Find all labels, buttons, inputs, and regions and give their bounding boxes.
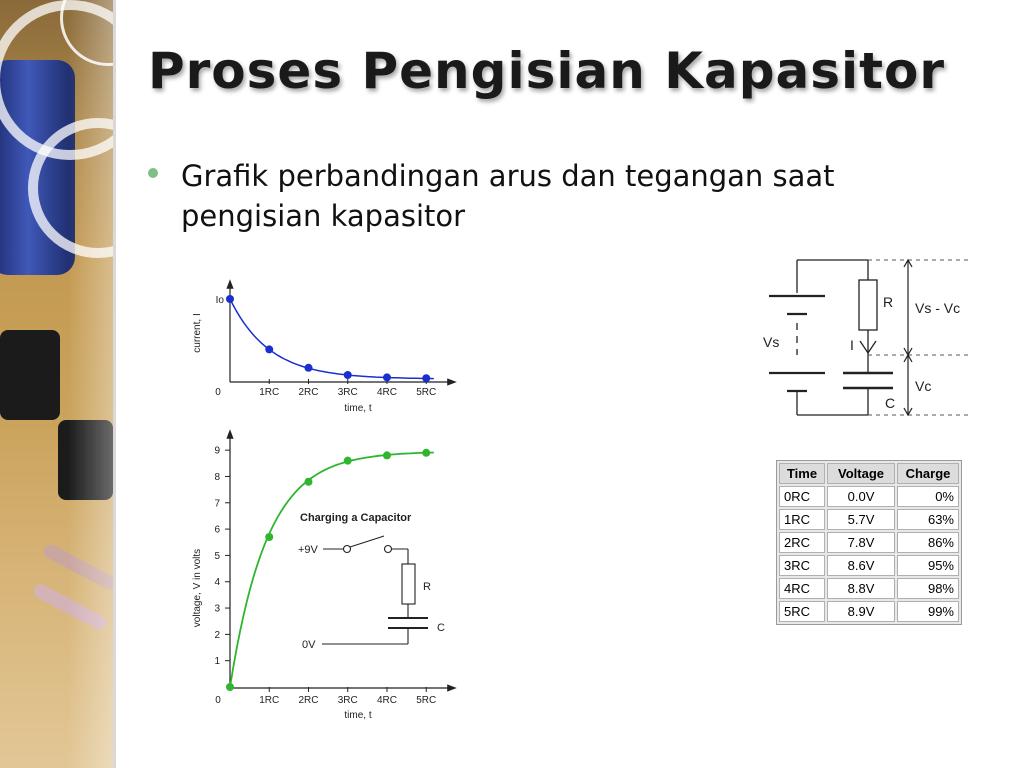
y-axis-label: current, I <box>192 313 203 353</box>
y-tick-label: 3 <box>214 603 220 615</box>
table-cell: 98% <box>897 578 959 599</box>
x-tick-label: 2RC <box>298 695 319 706</box>
table-cell: 5RC <box>779 601 825 622</box>
x-tick-label: 1RC <box>259 387 280 398</box>
y-tick-label: 8 <box>214 471 220 483</box>
bullet-text: Grafik perbandingan arus dan tegangan saat pengisian kapasitor <box>181 159 835 233</box>
table-cell: 99% <box>897 601 959 622</box>
y-tick-label: 5 <box>214 550 220 562</box>
table-header-row <box>779 463 959 484</box>
current-label: I <box>850 337 854 353</box>
table-cell: 8.8V <box>827 578 895 599</box>
data-point <box>265 533 273 541</box>
table-header: Charge <box>897 463 959 484</box>
resistor-symbol <box>859 280 877 330</box>
table-cell: 63% <box>897 509 959 530</box>
data-point <box>422 374 430 382</box>
table-cell: 4RC <box>779 578 825 599</box>
data-point <box>304 478 312 486</box>
inset-resistor <box>402 564 415 604</box>
data-point <box>383 451 391 459</box>
data-point <box>383 373 391 381</box>
table-cell: 5.7V <box>827 509 895 530</box>
y-tick-label: 6 <box>214 524 220 536</box>
x-tick-label: 0 <box>215 387 221 398</box>
bullet-item <box>148 156 928 236</box>
y-tick-label: 1 <box>214 656 220 668</box>
voltage-chart <box>190 428 460 728</box>
rc-circuit-diagram <box>755 255 980 420</box>
table-cell: 0.0V <box>827 486 895 507</box>
x-tick-label: 4RC <box>376 387 397 398</box>
inset-title: Charging a Capacitor <box>300 512 412 524</box>
x-axis-label: time, t <box>344 710 372 721</box>
table-cell: 7.8V <box>827 532 895 553</box>
table-row <box>779 532 959 553</box>
table-cell: 8.9V <box>827 601 895 622</box>
inset-capacitor-label: C <box>437 622 445 634</box>
slide-title: Proses Pengisian Kapasitor <box>148 42 946 100</box>
data-point <box>304 364 312 372</box>
table-cell: 3RC <box>779 555 825 576</box>
bullet-icon <box>148 168 158 178</box>
table-row <box>779 509 959 530</box>
capacitor-voltage-label: Vc <box>915 378 932 394</box>
table-row <box>779 555 959 576</box>
x-tick-label: 2RC <box>298 387 319 398</box>
y-tick-label: 2 <box>214 629 220 641</box>
table-header: Voltage <box>827 463 895 484</box>
data-point <box>344 371 352 379</box>
table-row <box>779 578 959 599</box>
table-cell: 0RC <box>779 486 825 507</box>
strip-divider <box>113 0 116 768</box>
inset-source-label: +9V <box>298 544 318 556</box>
current-series-line <box>230 299 434 379</box>
y-tick-label: Io <box>215 295 224 306</box>
charge-table <box>776 460 962 625</box>
y-tick-label: 9 <box>214 445 220 457</box>
decorative-pcb-photo <box>0 0 113 768</box>
table-cell: 0% <box>897 486 959 507</box>
table-row <box>779 486 959 507</box>
current-chart <box>190 278 460 418</box>
x-tick-label: 4RC <box>376 695 397 706</box>
table-cell: 8.6V <box>827 555 895 576</box>
data-point <box>422 449 430 457</box>
y-axis-label: voltage, V in volts <box>192 548 203 628</box>
table-cell: 86% <box>897 532 959 553</box>
table-cell: 2RC <box>779 532 825 553</box>
x-tick-label: 3RC <box>337 695 358 706</box>
x-tick-label: 1RC <box>259 695 280 706</box>
x-tick-label: 5RC <box>416 695 437 706</box>
inset-resistor-label: R <box>423 581 431 593</box>
inset-ground-label: 0V <box>302 639 316 651</box>
data-point <box>265 345 273 353</box>
resistor-voltage-label: Vs - Vc <box>915 300 961 316</box>
data-point <box>344 457 352 465</box>
x-axis-label: time, t <box>344 403 372 414</box>
resistor-label: R <box>883 294 894 310</box>
charging-circuit-inset <box>298 512 445 651</box>
table-cell: 95% <box>897 555 959 576</box>
x-tick-label: 5RC <box>416 387 437 398</box>
switch-arm <box>350 536 384 547</box>
x-tick-label: 3RC <box>337 387 358 398</box>
table-cell: 1RC <box>779 509 825 530</box>
x-tick-label: 0 <box>215 695 221 706</box>
table-row <box>779 601 959 622</box>
y-tick-label: 7 <box>214 498 220 510</box>
capacitor-label: C <box>885 395 896 411</box>
table-header: Time <box>779 463 825 484</box>
data-point <box>226 683 234 691</box>
data-point <box>226 295 234 303</box>
source-label: Vs <box>763 334 780 350</box>
y-tick-label: 4 <box>214 577 220 589</box>
